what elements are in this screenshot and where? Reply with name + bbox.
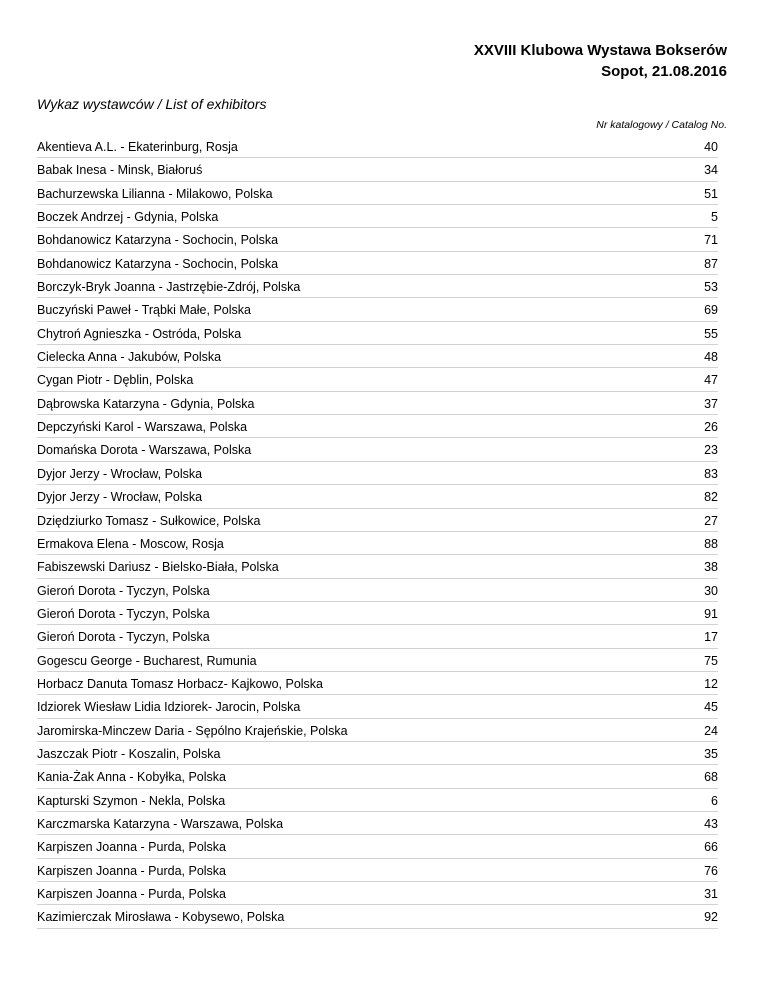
document-header <box>474 40 727 82</box>
exhibitor-name: Cygan Piotr - Dęblin, Polska <box>37 373 194 388</box>
exhibitor-catalog-number: 66 <box>704 840 718 855</box>
exhibitor-row <box>37 368 718 391</box>
exhibitor-name: Bohdanowicz Katarzyna - Sochocin, Polska <box>37 233 279 248</box>
exhibitor-name: Idziorek Wiesław Lidia Idziorek- Jarocin, Polska <box>37 700 301 715</box>
exhibitor-row <box>37 789 718 812</box>
exhibitor-row <box>37 205 718 228</box>
exhibitor-catalog-number: 24 <box>704 723 718 738</box>
exhibitor-name: Ermakova Elena - Moscow, Rosja <box>37 536 224 551</box>
exhibitor-row <box>37 859 718 882</box>
exhibitor-row <box>37 182 718 205</box>
exhibitor-list <box>37 135 718 929</box>
exhibitor-row <box>37 532 718 555</box>
exhibitor-row <box>37 252 718 275</box>
exhibitor-catalog-number: 51 <box>704 186 718 201</box>
event-title: XXVIII Klubowa Wystawa Bokserów <box>473 42 727 59</box>
exhibitor-row <box>37 462 718 485</box>
exhibitor-catalog-number: 92 <box>704 910 718 925</box>
exhibitor-catalog-number: 45 <box>704 700 718 715</box>
exhibitor-name: Kapturski Szymon - Nekla, Polska <box>37 793 226 808</box>
exhibitor-name: Gieroń Dorota - Tyczyn, Polska <box>37 583 210 598</box>
exhibitor-row <box>37 625 718 648</box>
exhibitor-catalog-number: 30 <box>704 583 718 598</box>
exhibitor-name: Gogescu George - Bucharest, Rumunia <box>37 653 257 668</box>
exhibitor-row <box>37 298 718 321</box>
exhibitor-catalog-number: 34 <box>704 163 718 178</box>
exhibitor-row <box>37 322 718 345</box>
exhibitor-name: Jaszczak Piotr - Koszalin, Polska <box>37 746 221 761</box>
exhibitor-row <box>37 742 718 765</box>
exhibitor-row <box>37 509 718 532</box>
exhibitor-name: Karpiszen Joanna - Purda, Polska <box>37 840 226 855</box>
exhibitor-catalog-number: 17 <box>704 630 718 645</box>
exhibitor-row <box>37 485 718 508</box>
exhibitor-name: Dąbrowska Katarzyna - Gdynia, Polska <box>37 396 255 411</box>
exhibitor-catalog-number: 83 <box>704 466 718 481</box>
exhibitor-row <box>37 158 718 181</box>
exhibitor-catalog-number: 71 <box>704 233 718 248</box>
exhibitor-name: Dziędziurko Tomasz - Sułkowice, Polska <box>37 513 261 528</box>
exhibitor-row <box>37 392 718 415</box>
exhibitor-row <box>37 719 718 742</box>
exhibitor-name: Kania-Żak Anna - Kobyłka, Polska <box>37 770 226 785</box>
exhibitor-catalog-number: 40 <box>704 140 718 154</box>
event-place-date: Sopot, 21.08.2016 <box>601 63 727 80</box>
exhibitor-catalog-number: 31 <box>704 887 718 901</box>
exhibitor-row <box>37 345 718 368</box>
exhibitor-row <box>37 905 718 928</box>
exhibitor-row <box>37 882 718 905</box>
exhibitor-row <box>37 812 718 835</box>
exhibitor-name: Jaromirska-Minczew Daria - Sępólno Krajeńskie, Polska <box>37 723 348 738</box>
exhibitor-name: Chytroń Agnieszka - Ostróda, Polska <box>37 326 242 341</box>
exhibitor-row <box>37 228 718 251</box>
exhibitor-catalog-number: 55 <box>704 326 718 341</box>
exhibitor-name: Cielecka Anna - Jakubów, Polska <box>37 350 222 365</box>
exhibitor-catalog-number: 47 <box>704 373 718 388</box>
exhibitor-row <box>37 555 718 578</box>
exhibitor-catalog-number: 26 <box>704 420 718 435</box>
exhibitor-catalog-number: 69 <box>704 303 718 318</box>
exhibitor-row <box>37 835 718 858</box>
exhibitor-catalog-number: 53 <box>704 280 718 295</box>
exhibitor-name: Bachurzewska Lilianna - Milakowo, Polska <box>37 186 273 201</box>
exhibitor-name: Fabiszewski Dariusz - Bielsko-Biała, Polska <box>37 560 279 575</box>
exhibitor-name: Domańska Dorota - Warszawa, Polska <box>37 443 252 458</box>
exhibitor-name: Karpiszen Joanna - Purda, Polska <box>37 863 226 878</box>
list-subtitle: Wykaz wystawców / List of exhibitors <box>37 96 267 112</box>
exhibitor-row <box>37 135 718 158</box>
exhibitor-name: Bohdanowicz Katarzyna - Sochocin, Polska <box>37 256 279 271</box>
exhibitor-catalog-number: 91 <box>704 606 718 621</box>
exhibitor-catalog-number: 87 <box>704 256 718 271</box>
exhibitor-catalog-number: 23 <box>704 443 718 458</box>
exhibitor-catalog-number: 27 <box>704 513 718 528</box>
exhibitor-name: Borczyk-Bryk Joanna - Jastrzębie-Zdrój, Polska <box>37 280 301 295</box>
exhibitor-name: Horbacz Danuta Tomasz Horbacz- Kajkowo, Polska <box>37 676 324 691</box>
exhibitor-name: Dyjor Jerzy - Wrocław, Polska <box>37 466 203 481</box>
exhibitor-catalog-number: 48 <box>704 350 718 365</box>
exhibitor-row <box>37 438 718 461</box>
exhibitor-row <box>37 649 718 672</box>
exhibitor-row <box>37 579 718 602</box>
exhibitor-catalog-number: 76 <box>704 863 718 878</box>
exhibitor-catalog-number: 35 <box>704 746 718 761</box>
exhibitor-name: Gieroń Dorota - Tyczyn, Polska <box>37 606 210 621</box>
exhibitor-name: Karczmarska Katarzyna - Warszawa, Polska <box>37 816 284 831</box>
exhibitor-name: Akentieva A.L. - Ekaterinburg, Rosja <box>37 140 238 154</box>
exhibitor-name: Karpiszen Joanna - Purda, Polska <box>37 887 226 901</box>
exhibitor-catalog-number: 68 <box>704 770 718 785</box>
exhibitor-row <box>37 672 718 695</box>
exhibitor-name: Dyjor Jerzy - Wrocław, Polska <box>37 490 203 505</box>
exhibitor-name: Boczek Andrzej - Gdynia, Polska <box>37 210 219 225</box>
exhibitor-catalog-number: 12 <box>704 676 718 691</box>
exhibitor-name: Babak Inesa - Minsk, Białoruś <box>37 163 203 178</box>
catalog-number-column-label: Nr katalogowy / Catalog No. <box>596 119 727 131</box>
exhibitor-name: Buczyński Paweł - Trąbki Małe, Polska <box>37 303 251 318</box>
exhibitor-row <box>37 765 718 788</box>
exhibitor-row <box>37 602 718 625</box>
exhibitor-catalog-number: 5 <box>711 210 718 225</box>
exhibitor-catalog-number: 88 <box>704 536 718 551</box>
exhibitor-catalog-number: 75 <box>704 653 718 668</box>
exhibitor-row <box>37 415 718 438</box>
exhibitor-name: Gieroń Dorota - Tyczyn, Polska <box>37 630 210 645</box>
exhibitor-catalog-number: 82 <box>704 490 718 505</box>
exhibitor-name: Kazimierczak Mirosława - Kobysewo, Polska <box>37 910 285 925</box>
exhibitor-name: Depczyński Karol - Warszawa, Polska <box>37 420 248 435</box>
exhibitor-catalog-number: 37 <box>704 396 718 411</box>
exhibitor-row <box>37 275 718 298</box>
exhibitor-catalog-number: 43 <box>704 816 718 831</box>
exhibitor-catalog-number: 38 <box>704 560 718 575</box>
exhibitor-row <box>37 695 718 718</box>
exhibitor-catalog-number: 6 <box>711 793 718 808</box>
